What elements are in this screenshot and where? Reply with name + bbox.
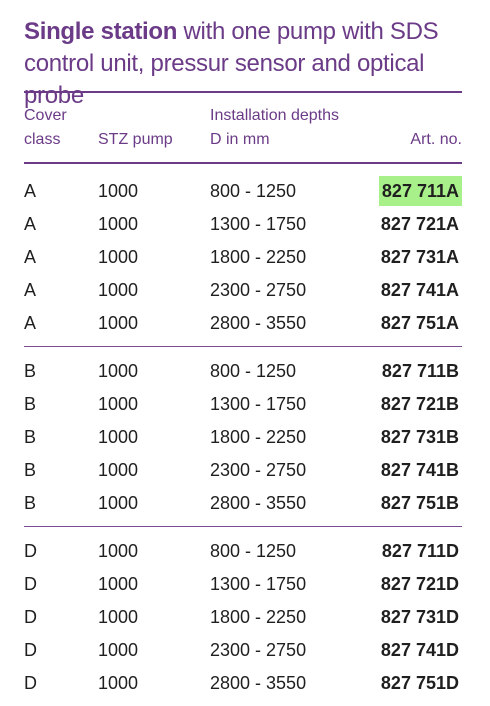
cell-installation-depth: 2300 - 2750 [210,280,307,300]
cell-stz-pump: 1000 [98,214,139,234]
cell-cover-class: D [24,673,37,693]
cell-stz-pump: 1000 [98,640,139,660]
cell-art-no: 827 721A [380,214,459,234]
table-row [24,422,462,452]
group-divider [24,526,462,527]
table-row [24,209,462,239]
cell-cover-class: A [24,247,37,267]
cell-art-no: 827 711B [381,361,459,381]
cell-art-no: 827 731A [380,247,459,267]
table-row [24,275,462,305]
cell-stz-pump: 1000 [98,313,139,333]
cell-installation-depth: 2300 - 2750 [210,640,307,660]
cell-installation-depth: 1300 - 1750 [210,214,307,234]
table-row [24,242,462,272]
header-cover-class-line2: class [24,131,61,148]
cell-installation-depth: 2800 - 3550 [210,493,307,513]
table-row [24,356,462,386]
cell-stz-pump: 1000 [98,247,139,267]
title-line2: control unit, pressur sensor and optical probe [24,50,425,109]
table-row [24,569,462,599]
cell-cover-class: A [24,313,37,333]
cell-installation-depth: 2300 - 2750 [210,460,307,480]
cell-art-no: 827 711A [379,176,462,206]
cell-stz-pump: 1000 [98,394,139,414]
cell-stz-pump: 1000 [98,541,139,561]
cell-installation-depth: 1800 - 2250 [210,427,307,447]
cell-installation-depth: 1800 - 2250 [210,247,307,267]
cell-cover-class: A [24,181,37,201]
table-row [24,602,462,632]
cell-cover-class: D [24,541,37,561]
table-row [24,389,462,419]
cell-installation-depth: 800 - 1250 [210,541,297,561]
header-stz-pump: STZ pump [98,131,173,148]
cell-installation-depth: 1800 - 2250 [210,607,307,627]
table-row [24,488,462,518]
header-cover-class-line1: Cover [24,107,67,124]
table-row [24,668,462,698]
cell-stz-pump: 1000 [98,460,139,480]
cell-stz-pump: 1000 [98,427,139,447]
table-title [24,16,474,112]
header-depths-line2: D in mm [210,131,270,148]
header-art-no: Art. no. [410,131,462,148]
cell-art-no: 827 731B [380,427,459,447]
cell-cover-class: B [24,493,37,513]
cell-cover-class: D [24,640,37,660]
cell-cover-class: B [24,460,37,480]
cell-stz-pump: 1000 [98,574,139,594]
title-divider [24,91,462,93]
cell-art-no: 827 721D [380,574,459,594]
title-bold: Single station [24,18,178,45]
cell-art-no: 827 711D [381,541,459,561]
cell-stz-pump: 1000 [98,181,139,201]
table-row [24,308,462,338]
cell-stz-pump: 1000 [98,607,139,627]
cell-cover-class: A [24,214,37,234]
group-divider [24,346,462,347]
cell-art-no: 827 731D [380,607,459,627]
cell-installation-depth: 800 - 1250 [210,361,297,381]
cell-stz-pump: 1000 [98,673,139,693]
table-row [24,536,462,566]
cell-installation-depth: 2800 - 3550 [210,673,307,693]
header-depths-line1: Installation depths [210,107,339,124]
cell-installation-depth: 2800 - 3550 [210,313,307,333]
table-row [24,176,462,206]
cell-cover-class: B [24,394,37,414]
cell-installation-depth: 1300 - 1750 [210,574,307,594]
header-installation-depths [210,104,339,158]
cell-cover-class: D [24,574,37,594]
cell-stz-pump: 1000 [98,361,139,381]
cell-art-no: 827 741B [380,460,459,480]
table-row [24,455,462,485]
cell-stz-pump: 1000 [98,280,139,300]
cell-cover-class: A [24,280,37,300]
cell-art-no: 827 741A [380,280,459,300]
title-line1-rest: with one pump with SDS [177,18,439,45]
header-divider [24,162,462,164]
header-cover-class [24,104,67,158]
table-row [24,635,462,665]
cell-cover-class: D [24,607,37,627]
cell-stz-pump: 1000 [98,493,139,513]
cell-art-no: 827 751D [380,673,459,693]
cell-art-no: 827 741D [380,640,459,660]
cell-installation-depth: 1300 - 1750 [210,394,307,414]
cell-cover-class: B [24,361,37,381]
cell-cover-class: B [24,427,37,447]
cell-art-no: 827 751B [380,493,459,513]
cell-art-no: 827 721B [380,394,459,414]
cell-installation-depth: 800 - 1250 [210,181,297,201]
cell-art-no: 827 751A [380,313,459,333]
